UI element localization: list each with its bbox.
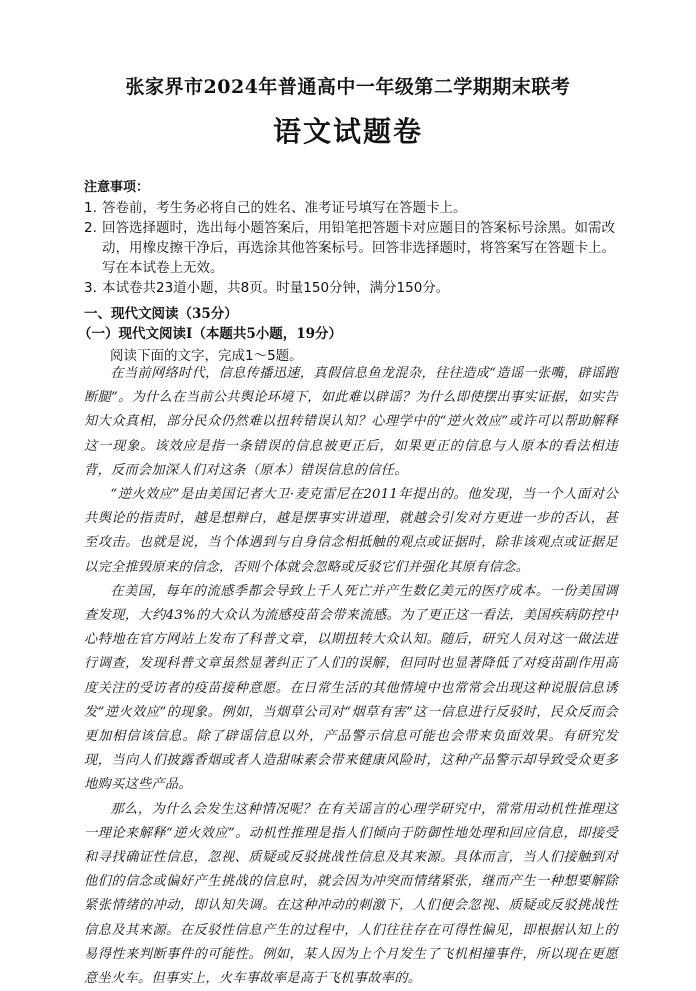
- notes-item: [84, 278, 624, 298]
- exam-title: 张家界市2024年普通高中一年级第二学期期末联考: [125, 76, 571, 98]
- section-heading: 一、现代文阅读（35分）: [84, 306, 238, 322]
- notes-item: [84, 198, 624, 218]
- notes-item-number: 1.: [84, 200, 97, 216]
- notes-item: [84, 218, 624, 278]
- notes-item-number: 2.: [84, 220, 97, 236]
- notes-block: [84, 178, 624, 298]
- notes-item-text: 回答选择题时，选出每小题答案后，用铅笔把答题卡对应题目的答案标号涂黑。如需改动，用橡皮擦干净后，再选涂其他答案标号。回答非选择题时，将答案写在答题卡上。写在本试卷上无效。: [102, 220, 615, 276]
- article-paragraph: “逆火效应”是由美国记者大卫·麦克雷尼在2011年提出的。他发现，当一个人面对公共舆论的指责时，越是想辩白，越是摆事实讲道理，就越会引发对方更进一步的否认，甚至攻击。也就是说，当个体遇到与自身信念相抵触的观点或证据时，除非该观点或证据足以完全推毁原来的信念，否则个体就会忽略或反驳它们并强化其原有信念。: [84, 487, 618, 575]
- article-paragraph: 在美国，每年的流感季都会导致上千人死亡并产生数亿美元的医疗成本。一份美国调查发现，大约43%的大众认为流感疫苗会带来流感。为了更正这一看法，美国疾病防控中心特地在官方网站上发布了科普文章，以期扭转大众认知。随后，研究人员对这一做法进行调查，发现科普文章虽然显著纠正了人们的误解，但同时也显著降低了对疫苗副作用高度关注的受访者的疫苗接种意愿。在日常生活的其他情境中也常常会出现这种说服信息诱发“逆火效应”的现象。例如，当烟草公司对“烟草有害”这一信息进行反驳时，民众反而会更加相信该信息。除了辟谣信息以外，产品警示信息可能也会带来负面效果。有研究发现，当向人们披露香烟或者人造甜味素会带来健康风险时，这种产品警示却导致受众更多地购买这些产品。: [84, 583, 618, 793]
- reading-instruction: 阅读下面的文字，完成1～5题。: [110, 348, 303, 364]
- notes-heading: 注意事项：: [84, 180, 150, 195]
- reading-article: [84, 362, 618, 991]
- article-paragraph: 在当前网络时代，信息传播迅速，真假信息鱼龙混杂，往往造成“造谣一张嘴，辟谣跑断腿”。为什么在当前公共舆论环境下，如此难以辟谣？为什么即使摆出事实证据，如实告知大众真相，部分民众仍然难以扭转错误认知？心理学中的“逆火效应”或许可以帮助解释这一现象。该效应是指一条错误的信息被更正后，如果更正的信息与人原本的看法相违背，反而会加深人们对这条（原本）错误信息的信任。: [84, 366, 618, 478]
- exam-subtitle: 语文试题卷: [272, 115, 423, 148]
- notes-item-text: 本试卷共23道小题，共8页。时量150分钟，满分150分。: [102, 280, 450, 296]
- notes-item-text: 答卷前，考生务必将自己的姓名、准考证号填写在答题卡上。: [102, 200, 467, 216]
- notes-item-number: 3.: [84, 280, 97, 296]
- subsection-heading: （一）现代文阅读Ⅰ（本题共5小题，19分）: [78, 326, 342, 342]
- article-paragraph: 那么，为什么会发生这种情况呢？在有关谣言的心理学研究中，常常用动机性推理这一理论来解释“逆火效应”。动机性推理是指人们倾向于防御性地处理和回应信息，即接受和寻找确证性信息，忽视、质疑或反驳挑战性信息及其来源。具体而言，当人们接触到对他们的信念或偏好产生挑战的信息时，就会因为冲突而情绪紧张，继而产生一种想要解除紧张情绪的冲动，即认知失调。在这种冲动的刺激下，人们便会忽视、质疑或反驳挑战性信息及其来源。在反驳性信息产生的过程中，人们往往存在可得性偏见，即根据认知上的易得性来判断事件的可能性。例如，某人因为上个月发生了飞机相撞事件，所以现在更愿意坐火车。但事实上，火车事故率是高于飞机事故率的。: [84, 801, 618, 987]
